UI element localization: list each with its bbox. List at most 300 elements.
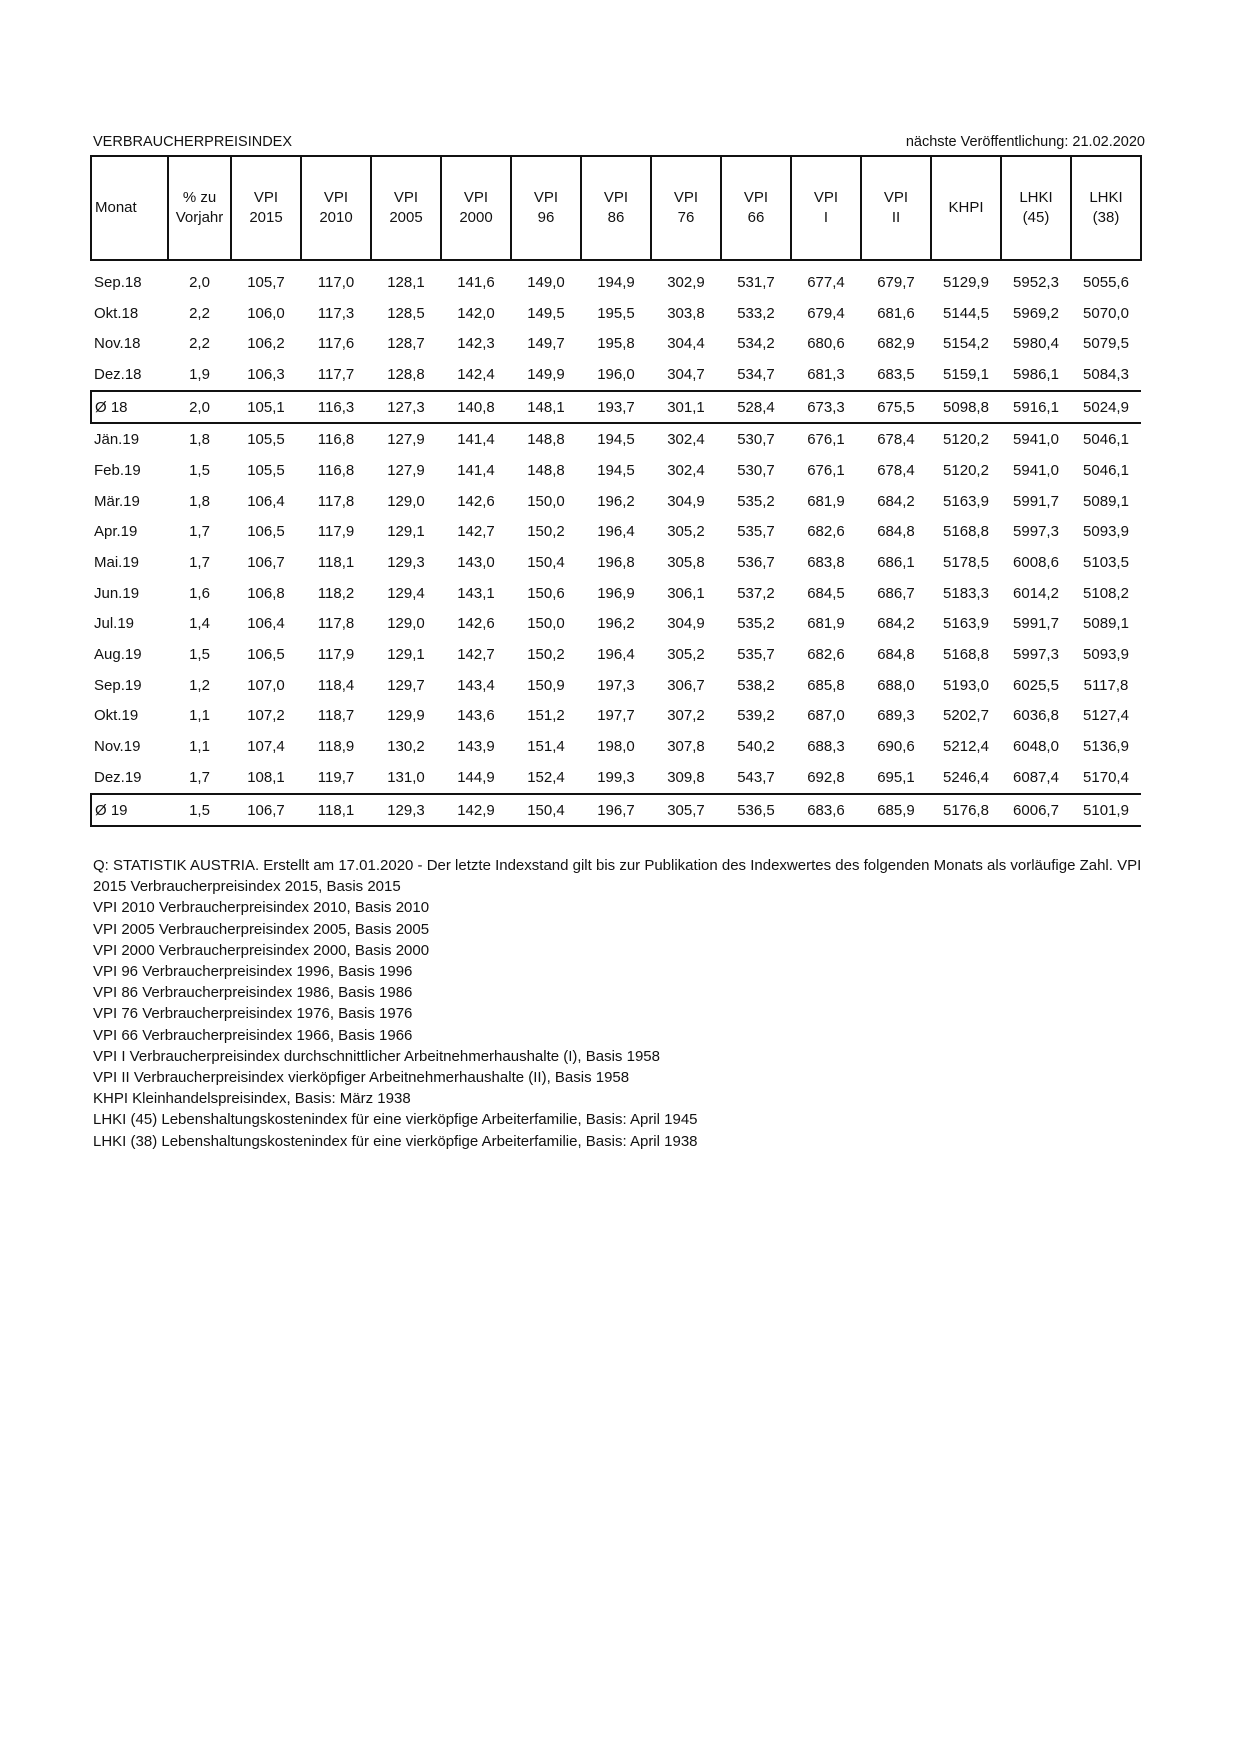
column-header-line: (45) [1022,209,1050,226]
value-cell: 6014,2 [1013,584,1059,602]
value-cell: 680,6 [807,335,845,353]
value-cell: 305,7 [651,794,721,827]
value-cell: 2,0 [189,273,210,291]
column-header-line: (38) [1092,209,1120,226]
value-cell: 685,8 [807,676,845,694]
value-cell: 143,9 [457,738,495,756]
column-header-line: LHKI [1019,189,1053,206]
value-cell: 5024,9 [1071,391,1141,424]
value-cell: 149,0 [527,273,565,291]
value-cell: 128,5 [387,304,425,322]
value-cell: 688,0 [877,676,915,694]
table-row [91,670,1141,701]
value-cell: 127,9 [387,431,425,449]
value-cell: 307,2 [667,707,705,725]
value-cell: 106,2 [247,335,285,353]
value-cell: 5178,5 [943,554,989,572]
column-header-line: VPI [393,189,419,206]
value-cell: 536,7 [737,554,775,572]
value-cell: 5117,8 [1083,676,1129,694]
value-cell: 5079,5 [1083,335,1129,353]
value-cell: 6008,6 [1013,554,1059,572]
value-cell: 196,2 [597,492,635,510]
value-cell: 6048,0 [1013,738,1059,756]
value-cell: 117,0 [317,273,355,291]
value-cell: 129,3 [371,794,441,827]
column-header-line: VPI [743,189,769,206]
value-cell: 129,0 [387,615,425,633]
note-line: LHKI (45) Lebenshaltungskostenindex für eine vierköpfige Arbeiterfamilie, Basis: April 1945 [93,1111,698,1129]
column-header-line: II [891,209,901,226]
value-cell: 5093,9 [1083,523,1129,541]
value-cell: 537,2 [737,584,775,602]
value-cell: 688,3 [807,738,845,756]
column-header [721,156,791,260]
column-header-line: KHPI [948,199,984,216]
value-cell: 306,7 [667,676,705,694]
value-cell: 141,4 [457,461,495,479]
value-cell: 5163,9 [943,615,989,633]
column-header-line: Vorjahr [175,209,224,226]
source-notes [93,855,1153,1152]
value-cell: 5108,2 [1083,584,1129,602]
value-cell: 150,9 [527,676,565,694]
value-cell: 684,8 [877,646,915,664]
value-cell: 131,0 [387,768,425,786]
value-cell: 116,8 [317,431,355,449]
value-cell: 117,9 [317,523,355,541]
value-cell: 105,1 [231,391,301,424]
value-cell: 1,7 [189,554,210,572]
value-cell: 695,1 [877,768,915,786]
value-cell: 309,8 [667,768,705,786]
value-cell: 305,8 [667,554,705,572]
value-cell: 539,2 [737,707,775,725]
value-cell: 5163,9 [943,492,989,510]
average-row [91,391,1141,424]
column-header [371,156,441,260]
table-header-row [91,156,1141,260]
month-cell: Dez.19 [94,768,142,786]
value-cell: 5212,4 [943,738,989,756]
column-header [301,156,371,260]
value-cell: 678,4 [877,431,915,449]
value-cell: 129,0 [387,492,425,510]
report-header [93,134,1145,154]
value-cell: 676,1 [807,461,845,479]
value-cell: 5176,8 [931,794,1001,827]
value-cell: 1,1 [189,707,210,725]
value-cell: 5144,5 [943,304,989,322]
value-cell: 117,9 [317,646,355,664]
value-cell: 148,1 [511,391,581,424]
value-cell: 143,0 [457,554,495,572]
value-cell: 5046,1 [1083,461,1129,479]
month-cell: Okt.19 [94,707,139,725]
month-cell: Ø 18 [91,391,168,424]
value-cell: 107,2 [247,707,285,725]
value-cell: 141,4 [457,431,495,449]
value-cell: 5101,9 [1071,794,1141,827]
value-cell: 302,9 [667,273,705,291]
note-line: VPI 66 Verbraucherpreisindex 1966, Basis 1966 [93,1026,413,1044]
value-cell: 689,3 [877,707,915,725]
value-cell: 684,2 [877,615,915,633]
value-cell: 144,9 [457,768,495,786]
value-cell: 196,7 [581,794,651,827]
value-cell: 305,2 [667,523,705,541]
value-cell: 5941,0 [1013,461,1059,479]
column-header-line: 2010 [319,209,353,226]
value-cell: 142,7 [457,646,495,664]
value-cell: 6006,7 [1001,794,1071,827]
value-cell: 196,4 [597,523,635,541]
value-cell: 677,4 [807,273,845,291]
column-header-line: VPI [673,189,699,206]
value-cell: 538,2 [737,676,775,694]
report-title: VERBRAUCHERPREISINDEX [93,134,293,150]
value-cell: 5969,2 [1013,304,1059,322]
value-cell: 1,4 [189,615,210,633]
value-cell: 690,6 [877,738,915,756]
value-cell: 1,7 [189,523,210,541]
value-cell: 127,9 [387,461,425,479]
note-line: Q: STATISTIK AUSTRIA. Erstellt am 17.01.2020 - Der letzte Indexstand gilt bis zur Publikation des Indexwertes des folgenden Monats als vorläufige Zahl. VPI 2015 Verbraucherpreisindex 2015, Basis 2015 [93,857,1142,896]
value-cell: 106,7 [231,794,301,827]
column-header-line: 2005 [389,209,423,226]
column-header-line: VPI [463,189,489,206]
value-cell: 196,8 [597,554,635,572]
value-cell: 117,6 [317,335,355,353]
value-cell: 682,9 [877,335,915,353]
value-cell: 533,2 [737,304,775,322]
table-body [91,260,1141,826]
value-cell: 143,6 [457,707,495,725]
table-row [91,547,1141,578]
value-cell: 5168,8 [943,523,989,541]
column-header [931,156,1001,260]
value-cell: 150,2 [527,523,565,541]
value-cell: 142,3 [457,335,495,353]
value-cell: 5120,2 [943,461,989,479]
price-index-table [90,155,1142,827]
value-cell: 684,5 [807,584,845,602]
value-cell: 686,1 [877,554,915,572]
note-line: VPI 96 Verbraucherpreisindex 1996, Basis 1996 [93,963,413,981]
value-cell: 528,4 [721,391,791,424]
month-cell: Sep.19 [94,676,142,694]
column-header-line: VPI [883,189,909,206]
value-cell: 679,7 [877,273,915,291]
value-cell: 128,1 [387,273,425,291]
column-header-line: VPI [533,189,559,206]
table-row [91,517,1141,548]
table-row [91,455,1141,486]
value-cell: 5136,9 [1083,738,1129,756]
value-cell: 143,4 [457,676,495,694]
value-cell: 683,5 [877,365,915,383]
value-cell: 673,3 [791,391,861,424]
value-cell: 5991,7 [1013,492,1059,510]
value-cell: 305,2 [667,646,705,664]
value-cell: 5997,3 [1013,523,1059,541]
column-header [861,156,931,260]
table-row [91,260,1141,298]
value-cell: 5070,0 [1083,304,1129,322]
column-header-line: 76 [677,209,695,226]
value-cell: 149,7 [527,335,565,353]
value-cell: 1,7 [189,768,210,786]
value-cell: 5193,0 [943,676,989,694]
value-cell: 105,5 [247,431,285,449]
note-line: VPI 2000 Verbraucherpreisindex 2000, Basis 2000 [93,941,430,959]
column-header-line: 2015 [249,209,283,226]
value-cell: 535,7 [737,523,775,541]
value-cell: 5093,9 [1083,646,1129,664]
value-cell: 684,8 [877,523,915,541]
value-cell: 679,4 [807,304,845,322]
value-cell: 1,6 [189,584,210,602]
value-cell: 301,1 [651,391,721,424]
note-line: VPI 2005 Verbraucherpreisindex 2005, Basis 2005 [93,920,430,938]
value-cell: 142,0 [457,304,495,322]
value-cell: 682,6 [807,523,845,541]
value-cell: 682,6 [807,646,845,664]
value-cell: 5941,0 [1013,431,1059,449]
value-cell: 106,4 [247,615,285,633]
value-cell: 106,4 [247,492,285,510]
column-header-line: 96 [537,209,555,226]
column-header-line: VPI [603,189,629,206]
value-cell: 194,9 [597,273,635,291]
value-cell: 534,2 [737,335,775,353]
value-cell: 5089,1 [1083,492,1129,510]
value-cell: 118,9 [317,738,355,756]
table-row [91,701,1141,732]
value-cell: 142,6 [457,492,495,510]
column-header [581,156,651,260]
average-row [91,794,1141,827]
value-cell: 543,7 [737,768,775,786]
column-header-line: Monat [95,199,137,216]
value-cell: 681,3 [807,365,845,383]
note-line: VPI I Verbraucherpreisindex durchschnittlicher Arbeitnehmerhaushalte (I), Basis 1958 [93,1047,660,1065]
value-cell: 148,8 [527,431,565,449]
value-cell: 5170,4 [1083,768,1129,786]
value-cell: 5154,2 [943,335,989,353]
value-cell: 1,2 [189,676,210,694]
value-cell: 116,8 [317,461,355,479]
month-cell: Sep.18 [94,273,142,291]
value-cell: 2,0 [168,391,231,424]
value-cell: 5986,1 [1013,365,1059,383]
value-cell: 107,0 [247,676,285,694]
value-cell: 195,8 [597,335,635,353]
month-cell: Ø 19 [91,794,168,827]
note-line: VPI 2010 Verbraucherpreisindex 2010, Basis 2010 [93,899,430,917]
value-cell: 540,2 [737,738,775,756]
value-cell: 140,8 [441,391,511,424]
value-cell: 686,7 [877,584,915,602]
month-cell: Feb.19 [94,461,141,479]
value-cell: 143,1 [457,584,495,602]
value-cell: 530,7 [737,461,775,479]
value-cell: 535,2 [737,492,775,510]
value-cell: 1,5 [189,646,210,664]
value-cell: 692,8 [807,768,845,786]
value-cell: 150,0 [527,615,565,633]
value-cell: 141,6 [457,273,495,291]
table-row [91,762,1141,794]
value-cell: 5168,8 [943,646,989,664]
value-cell: 142,6 [457,615,495,633]
value-cell: 194,5 [597,461,635,479]
value-cell: 106,0 [247,304,285,322]
column-header-line: VPI [253,189,279,206]
value-cell: 193,7 [581,391,651,424]
value-cell: 1,8 [189,431,210,449]
value-cell: 118,2 [317,584,355,602]
value-cell: 535,7 [737,646,775,664]
value-cell: 5952,3 [1013,273,1059,291]
column-header-line: % zu [182,189,217,206]
note-line: LHKI (38) Lebenshaltungskostenindex für eine vierköpfige Arbeiterfamilie, Basis: April 1938 [93,1132,698,1150]
value-cell: 194,5 [597,431,635,449]
value-cell: 5980,4 [1013,335,1059,353]
value-cell: 106,7 [247,554,285,572]
value-cell: 530,7 [737,431,775,449]
value-cell: 150,4 [511,794,581,827]
value-cell: 196,2 [597,615,635,633]
value-cell: 304,9 [667,615,705,633]
value-cell: 302,4 [667,431,705,449]
value-cell: 5129,9 [943,273,989,291]
value-cell: 199,3 [597,768,635,786]
value-cell: 129,9 [387,707,425,725]
value-cell: 6087,4 [1013,768,1059,786]
value-cell: 1,5 [168,794,231,827]
value-cell: 150,4 [527,554,565,572]
value-cell: 304,7 [667,365,705,383]
column-header [511,156,581,260]
value-cell: 118,1 [301,794,371,827]
value-cell: 307,8 [667,738,705,756]
value-cell: 303,8 [667,304,705,322]
value-cell: 127,3 [371,391,441,424]
value-cell: 304,9 [667,492,705,510]
value-cell: 117,3 [317,304,355,322]
value-cell: 2,2 [189,335,210,353]
value-cell: 142,4 [457,365,495,383]
month-cell: Nov.18 [94,335,141,353]
column-header [441,156,511,260]
value-cell: 1,1 [189,738,210,756]
value-cell: 6025,5 [1013,676,1059,694]
value-cell: 148,8 [527,461,565,479]
value-cell: 197,7 [597,707,635,725]
value-cell: 142,9 [441,794,511,827]
column-header [168,156,231,260]
value-cell: 678,4 [877,461,915,479]
month-cell: Okt.18 [94,304,139,322]
table-row [91,359,1141,391]
value-cell: 197,3 [597,676,635,694]
value-cell: 117,8 [317,615,355,633]
value-cell: 5183,3 [943,584,989,602]
next-publication-date: nächste Veröffentlichung: 21.02.2020 [905,134,1145,150]
value-cell: 534,7 [737,365,775,383]
table-row [91,423,1141,455]
value-cell: 683,6 [791,794,861,827]
value-cell: 5997,3 [1013,646,1059,664]
value-cell: 106,5 [247,523,285,541]
value-cell: 681,9 [807,615,845,633]
value-cell: 130,2 [387,738,425,756]
note-line: VPI 76 Verbraucherpreisindex 1976, Basis 1976 [93,1005,413,1023]
note-line: VPI 86 Verbraucherpreisindex 1986, Basis 1986 [93,984,413,1002]
value-cell: 5246,4 [943,768,989,786]
value-cell: 5084,3 [1083,365,1129,383]
value-cell: 151,2 [527,707,565,725]
value-cell: 675,5 [861,391,931,424]
value-cell: 196,0 [597,365,635,383]
value-cell: 536,5 [721,794,791,827]
column-header-line: 86 [607,209,625,226]
month-cell: Jul.19 [94,615,135,633]
column-header [791,156,861,260]
value-cell: 151,4 [527,738,565,756]
value-cell: 105,7 [247,273,285,291]
value-cell: 2,2 [189,304,210,322]
value-cell: 685,9 [861,794,931,827]
value-cell: 5127,4 [1083,707,1129,725]
value-cell: 128,8 [387,365,425,383]
value-cell: 117,8 [317,492,355,510]
value-cell: 5120,2 [943,431,989,449]
value-cell: 128,7 [387,335,425,353]
column-header [1001,156,1071,260]
value-cell: 118,7 [317,707,355,725]
value-cell: 676,1 [807,431,845,449]
table-row [91,328,1141,359]
value-cell: 195,5 [597,304,635,322]
value-cell: 150,6 [527,584,565,602]
month-cell: Jän.19 [94,431,140,449]
value-cell: 129,1 [387,646,425,664]
value-cell: 5098,8 [931,391,1001,424]
table-row [91,609,1141,640]
value-cell: 108,1 [247,768,285,786]
table-row [91,298,1141,329]
value-cell: 684,2 [877,492,915,510]
value-cell: 105,5 [247,461,285,479]
value-cell: 196,4 [597,646,635,664]
note-line: KHPI Kleinhandelspreisindex, Basis: März 1938 [93,1090,411,1108]
month-cell: Mär.19 [94,492,140,510]
value-cell: 106,8 [247,584,285,602]
table-row [91,486,1141,517]
value-cell: 196,9 [597,584,635,602]
column-header [1071,156,1141,260]
value-cell: 683,8 [807,554,845,572]
value-cell: 119,7 [317,768,355,786]
value-cell: 5103,5 [1083,554,1129,572]
month-cell: Jun.19 [94,584,140,602]
value-cell: 149,5 [527,304,565,322]
value-cell: 5089,1 [1083,615,1129,633]
value-cell: 5991,7 [1013,615,1059,633]
value-cell: 106,3 [247,365,285,383]
